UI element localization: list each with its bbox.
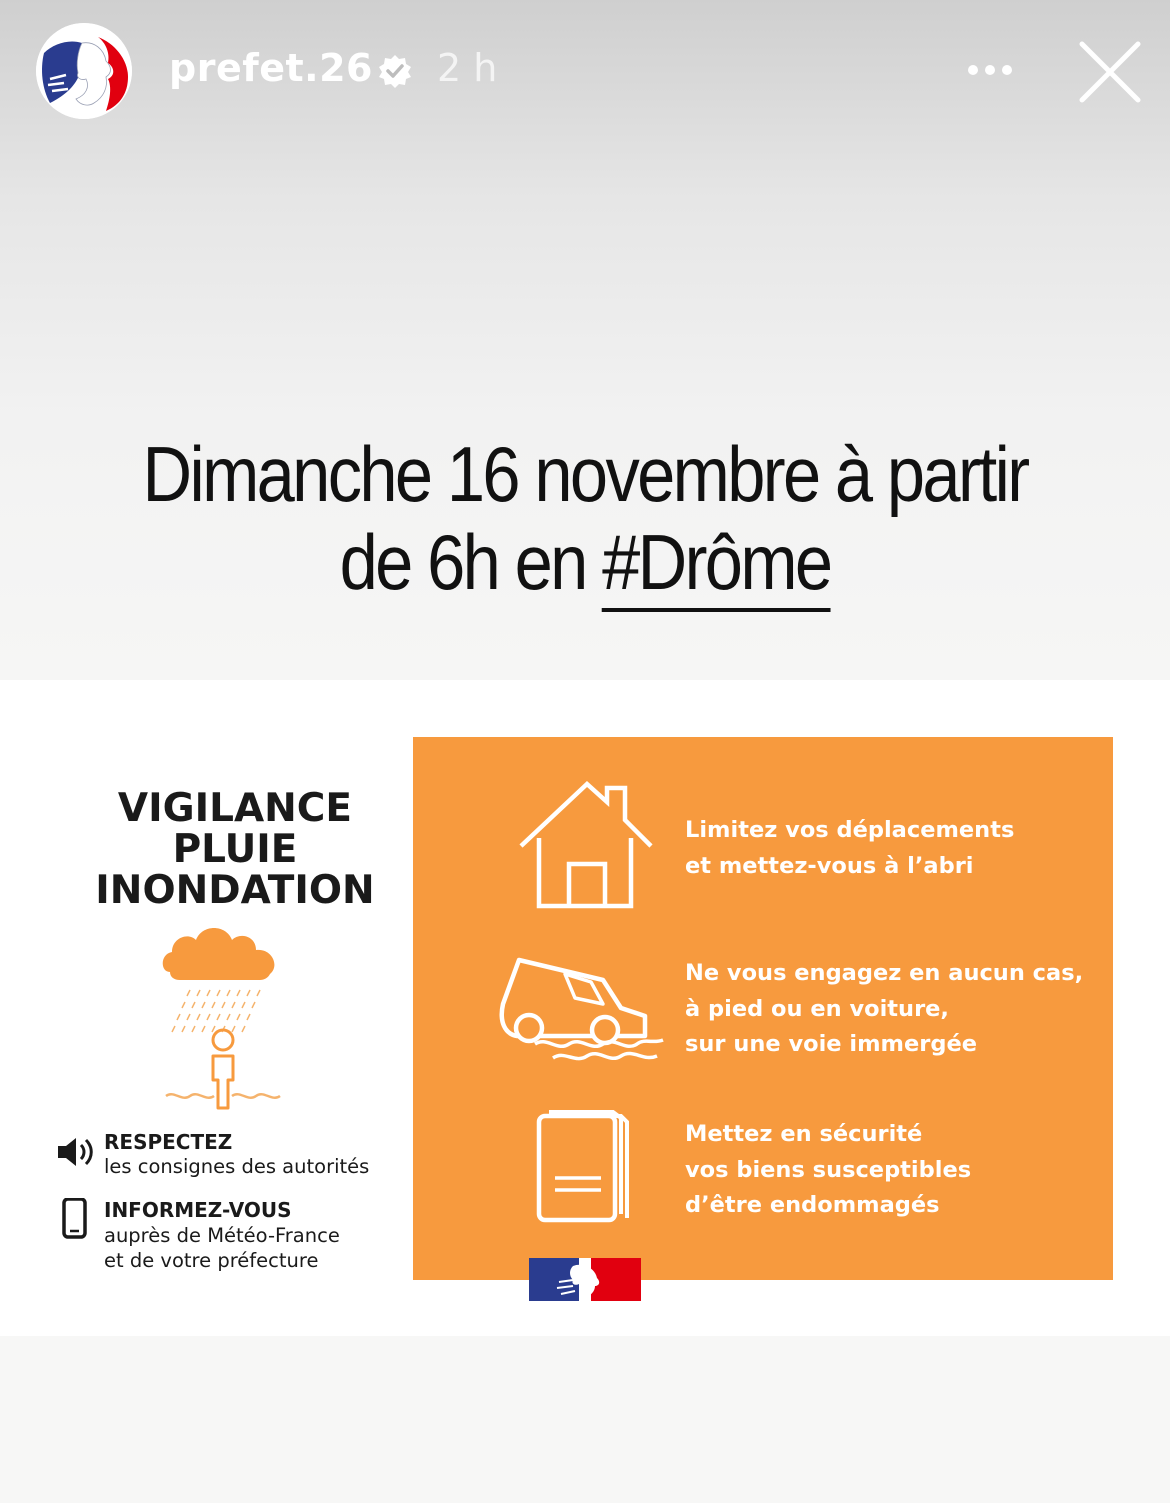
advice-2-text xyxy=(685,956,1083,1063)
phone-icon xyxy=(56,1198,96,1242)
flooded-car-icon xyxy=(495,952,670,1064)
post-time: 2 h xyxy=(437,46,498,90)
vigilance-title xyxy=(60,788,410,911)
vigilance-title-line-2: PLUIE xyxy=(172,827,298,872)
close-button[interactable] xyxy=(1078,40,1142,104)
vigilance-title-line-1: VIGILANCE xyxy=(117,786,353,831)
panel-arrow xyxy=(413,793,473,947)
speaker-icon xyxy=(56,1130,96,1174)
profile-avatar[interactable] xyxy=(36,23,132,119)
verified-badge-icon xyxy=(378,54,412,88)
inform-text-line-1: auprès de Météo-France xyxy=(104,1224,340,1247)
advice-2-line-1: Ne vous engagez en aucun cas, xyxy=(685,960,1084,986)
headline-line-2 xyxy=(70,518,1100,606)
republique-francaise-logo xyxy=(529,1258,641,1301)
house-icon xyxy=(515,780,655,910)
rain-flood-illustration-icon xyxy=(160,920,288,1120)
more-options-icon xyxy=(968,65,978,75)
advice-1-line-1: Limitez vos déplacements xyxy=(685,817,1015,843)
inform-text-line-2: et de votre préfecture xyxy=(104,1249,319,1272)
inform-title: INFORMEZ-VOUS xyxy=(104,1198,292,1222)
advice-3-line-3: d’être endommagés xyxy=(685,1192,940,1218)
headline-line-1: Dimanche 16 novembre à partir xyxy=(142,430,1028,518)
advice-3-line-2: vos biens susceptibles xyxy=(685,1156,972,1183)
headline-line-2-prefix: de 6h en xyxy=(339,518,603,606)
advice-3-text xyxy=(685,1117,971,1224)
marianne-logo-icon xyxy=(36,23,132,119)
more-options-button[interactable] xyxy=(960,55,1020,85)
advice-1-line-2: et mettez-vous à l’abri xyxy=(685,852,974,879)
documents-icon xyxy=(535,1110,635,1225)
story-headline xyxy=(70,430,1100,606)
advice-1-text xyxy=(685,813,1014,884)
advice-2-line-2: à pied ou en voiture, xyxy=(685,995,949,1022)
vigilance-title-line-3: INONDATION xyxy=(95,868,375,913)
hashtag-link[interactable]: #Drôme xyxy=(602,518,830,612)
vigilance-poster xyxy=(0,680,1170,1336)
username[interactable]: prefet.26 xyxy=(169,46,373,90)
advice-2-line-3: sur une voie immergée xyxy=(685,1031,977,1057)
advice-3-line-1: Mettez en sécurité xyxy=(685,1121,923,1147)
respect-text: les consignes des autorités xyxy=(104,1155,370,1178)
respect-title: RESPECTEZ xyxy=(104,1130,233,1154)
